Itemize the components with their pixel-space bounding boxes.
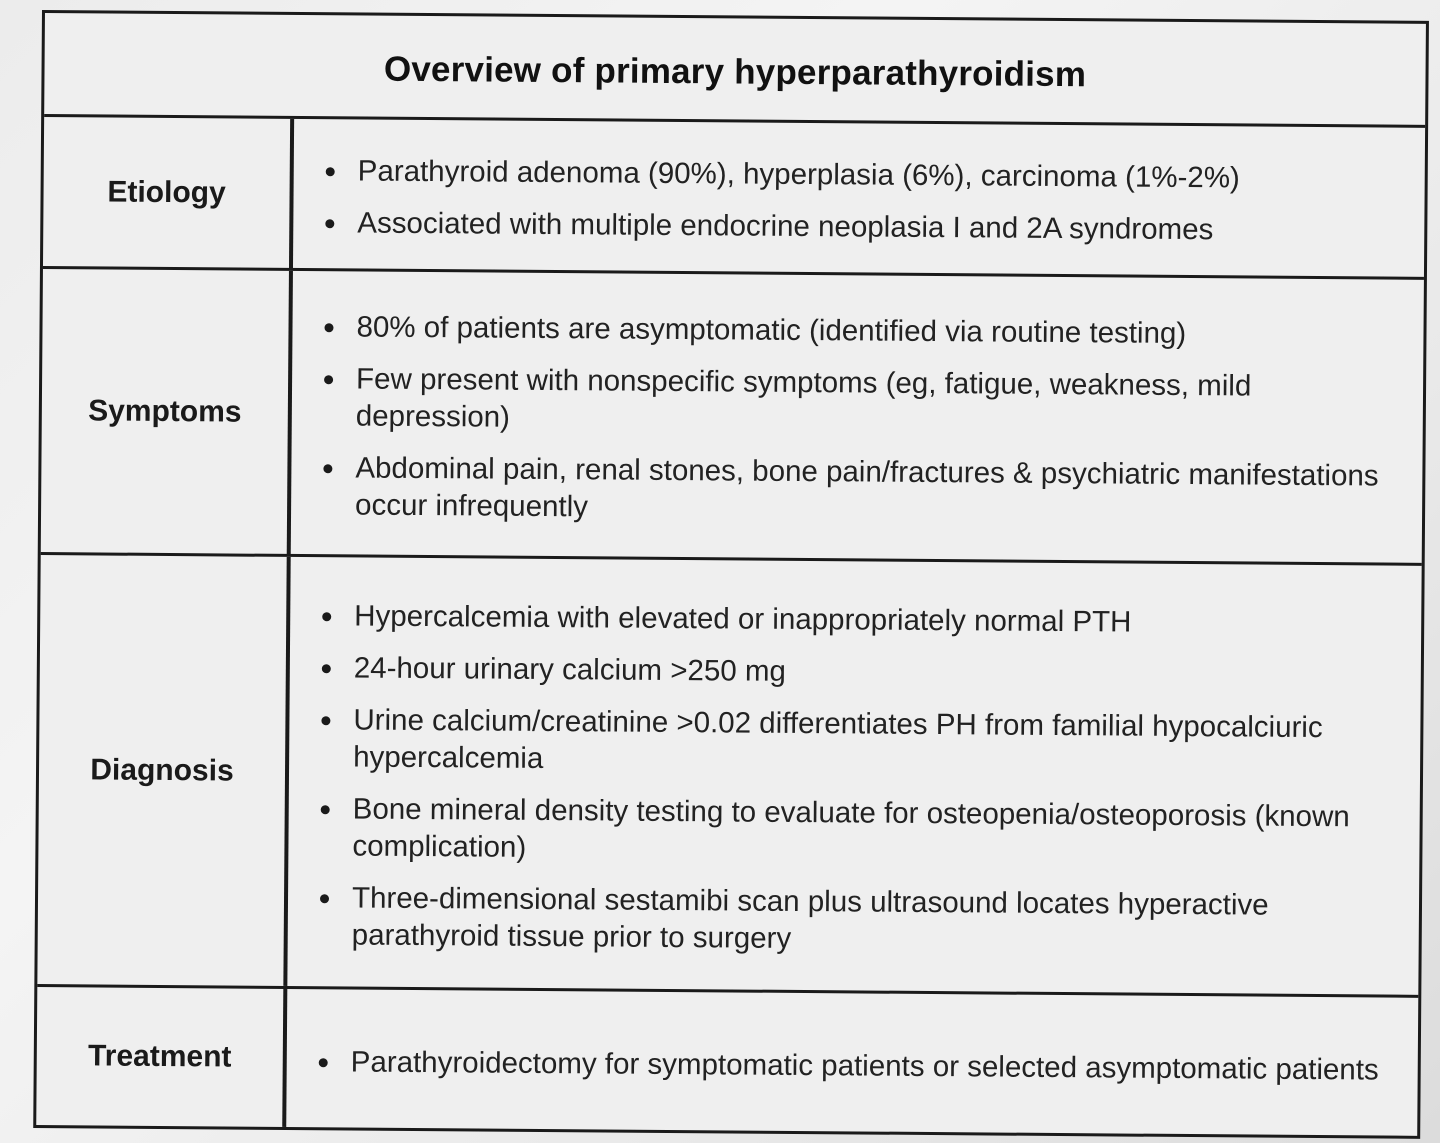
bullet-item: Bone mineral density testing to evaluate for osteopenia/osteoporosis (known complication) bbox=[314, 790, 1400, 873]
bullet-item: Few present with nonspecific symptoms (eg, fatigue, weakness, mild depression) bbox=[318, 360, 1404, 443]
symptoms-label: Symptoms bbox=[88, 393, 242, 429]
symptoms-content bbox=[291, 271, 1424, 563]
bullet-item: 24-hour urinary calcium >250 mg bbox=[316, 649, 1401, 695]
overview-table bbox=[33, 10, 1429, 1139]
bullet-item: Urine calcium/creatinine >0.02 differentiates PH from familial hypocalciuric hypercalcemia bbox=[315, 701, 1401, 784]
bullet-item: 80% of patients are asymptomatic (identified via routine testing) bbox=[318, 308, 1403, 354]
treatment-label: Treatment bbox=[87, 1039, 232, 1074]
etiology-bullets bbox=[319, 152, 1405, 250]
bullet-item: Three-dimensional sestamibi scan plus ultrasound locates hyperactive parathyroid tissue prior to surgery bbox=[314, 879, 1400, 962]
bullet-item: Abdominal pain, renal stones, bone pain/fractures & psychiatric manifestations occur infrequently bbox=[317, 449, 1403, 532]
symptoms-label-cell bbox=[41, 269, 293, 554]
symptoms-row bbox=[41, 269, 1424, 566]
table-title: Overview of primary hyperparathyroidism bbox=[383, 49, 1087, 94]
treatment-label-cell bbox=[36, 987, 287, 1127]
diagnosis-label-cell bbox=[37, 555, 290, 986]
table-header bbox=[44, 13, 1426, 128]
etiology-row bbox=[43, 117, 1425, 280]
etiology-content bbox=[293, 119, 1425, 277]
treatment-content bbox=[286, 989, 1418, 1136]
etiology-label-cell bbox=[43, 117, 294, 268]
diagnosis-row bbox=[37, 555, 1421, 998]
bullet-item: Associated with multiple endocrine neoplasia I and 2A syndromes bbox=[319, 204, 1404, 250]
bullet-item: Parathyroid adenoma (90%), hyperplasia (6%), carcinoma (1%-2%) bbox=[320, 152, 1405, 198]
symptoms-bullets bbox=[317, 308, 1404, 532]
treatment-row bbox=[36, 987, 1418, 1136]
diagnosis-content bbox=[287, 557, 1421, 995]
diagnosis-bullets bbox=[314, 597, 1402, 962]
etiology-label: Etiology bbox=[107, 175, 226, 209]
bullet-item: Parathyroidectomy for symptomatic patients or selected asymptomatic patients bbox=[313, 1043, 1398, 1089]
diagnosis-label: Diagnosis bbox=[90, 752, 234, 788]
bullet-item: Hypercalcemia with elevated or inappropriately normal PTH bbox=[316, 597, 1401, 643]
treatment-bullets bbox=[313, 1043, 1398, 1089]
